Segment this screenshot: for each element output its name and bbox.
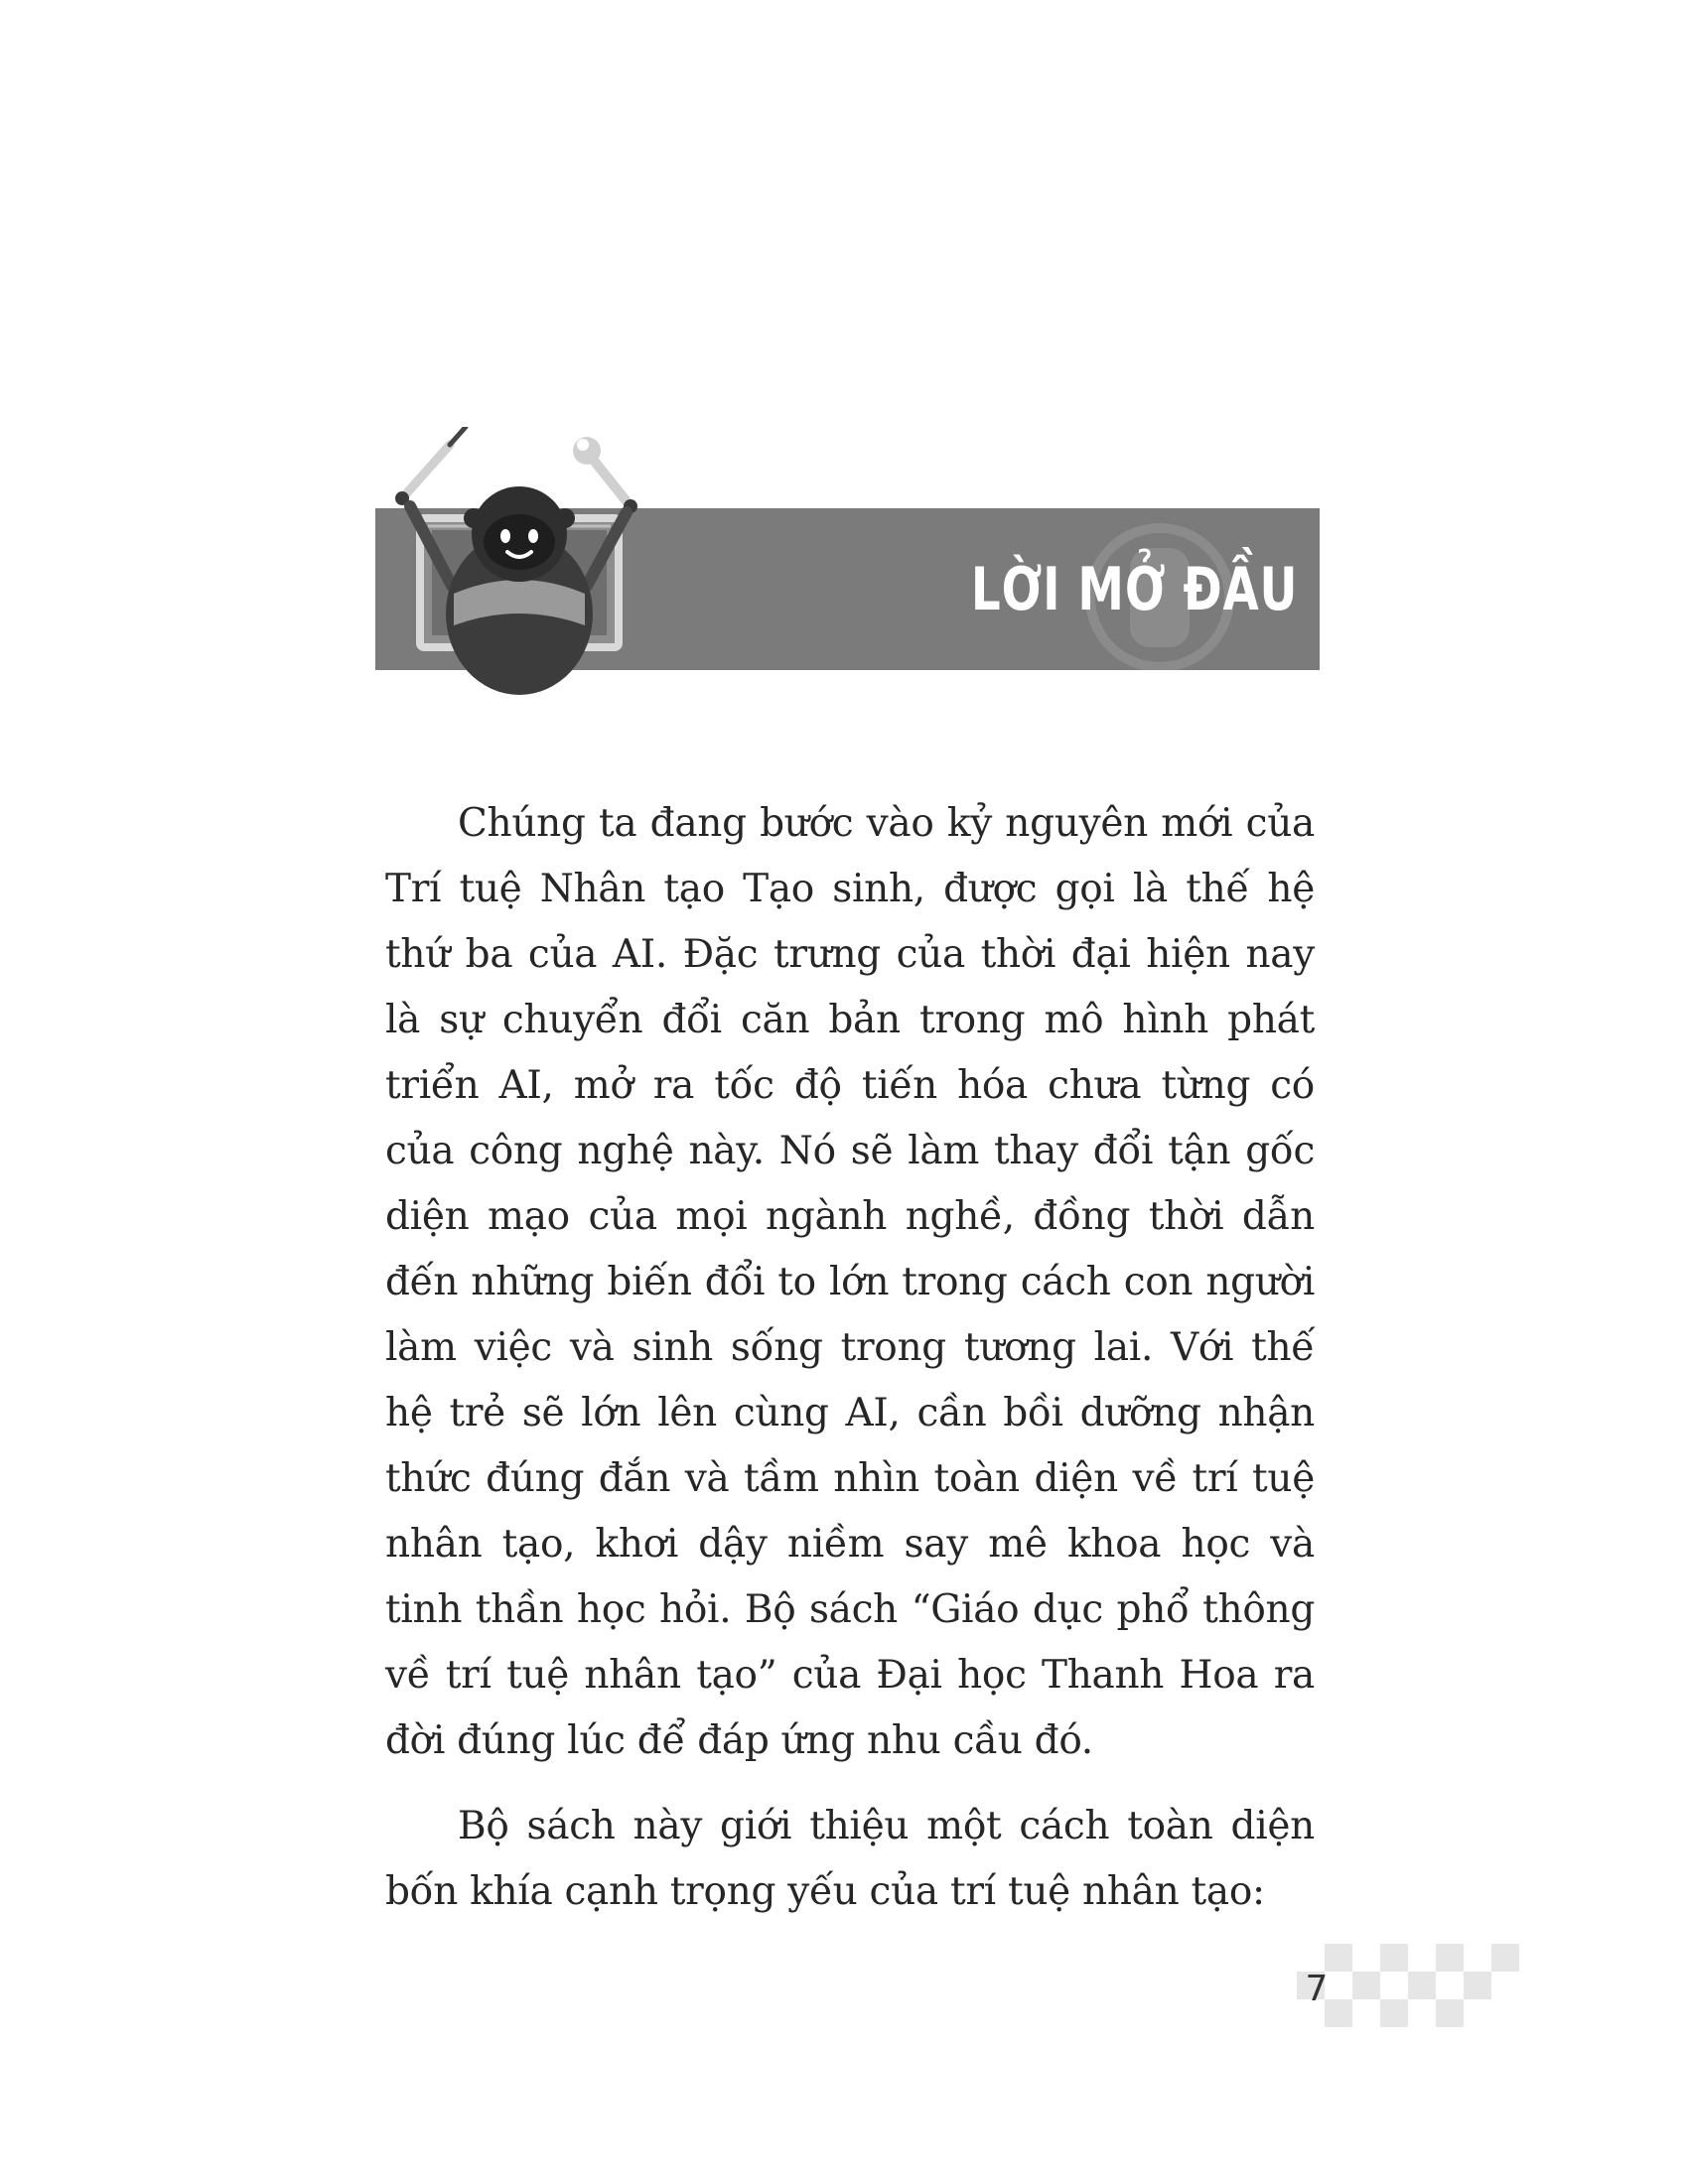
wrench-icon: [573, 437, 637, 513]
body-text: [385, 791, 1315, 1925]
paragraph: Chúng ta đang bước vào kỷ nguyên mới của Trí tuệ Nhân tạo Tạo sinh, được gọi là thế hệ thứ ba của AI. Đặc trưng của thời đại hiện nay là sự chuyển đổi căn bản trong mô hình phát triển AI, mở ra tốc độ tiến hóa chưa từng có của công nghệ này. Nó sẽ làm thay đổi tận gốc diện mạo của mọi ngành nghề, đồng thời dẫn đến những biến đổi to lớn trong cách con người làm việc và sinh sống trong tương lai. Với thế hệ trẻ sẽ lớn lên cùng AI, cần bồi dưỡng nhận thức đúng đắn và tầm nhìn toàn diện về trí tuệ nhân tạo, khơi dậy niềm say mê khoa học và tinh thần học hỏi. Bộ sách “Giáo dục phổ thông về trí tuệ nhân tạo” của Đại học Thanh Hoa ra đời đúng lúc để đáp ứng nhu cầu đó.: [385, 801, 1315, 1763]
page-number: 7: [1305, 1968, 1329, 2009]
chapter-title: LỜI MỞ ĐẦU: [970, 554, 1298, 624]
screwdriver-icon: [395, 427, 466, 505]
robot-mascot-with-tools-icon: [392, 427, 650, 695]
paragraph: Bộ sách này giới thiệu một cách toàn diện bốn khía cạnh trọng yếu của trí tuệ nhân tạo:: [385, 1804, 1315, 1914]
